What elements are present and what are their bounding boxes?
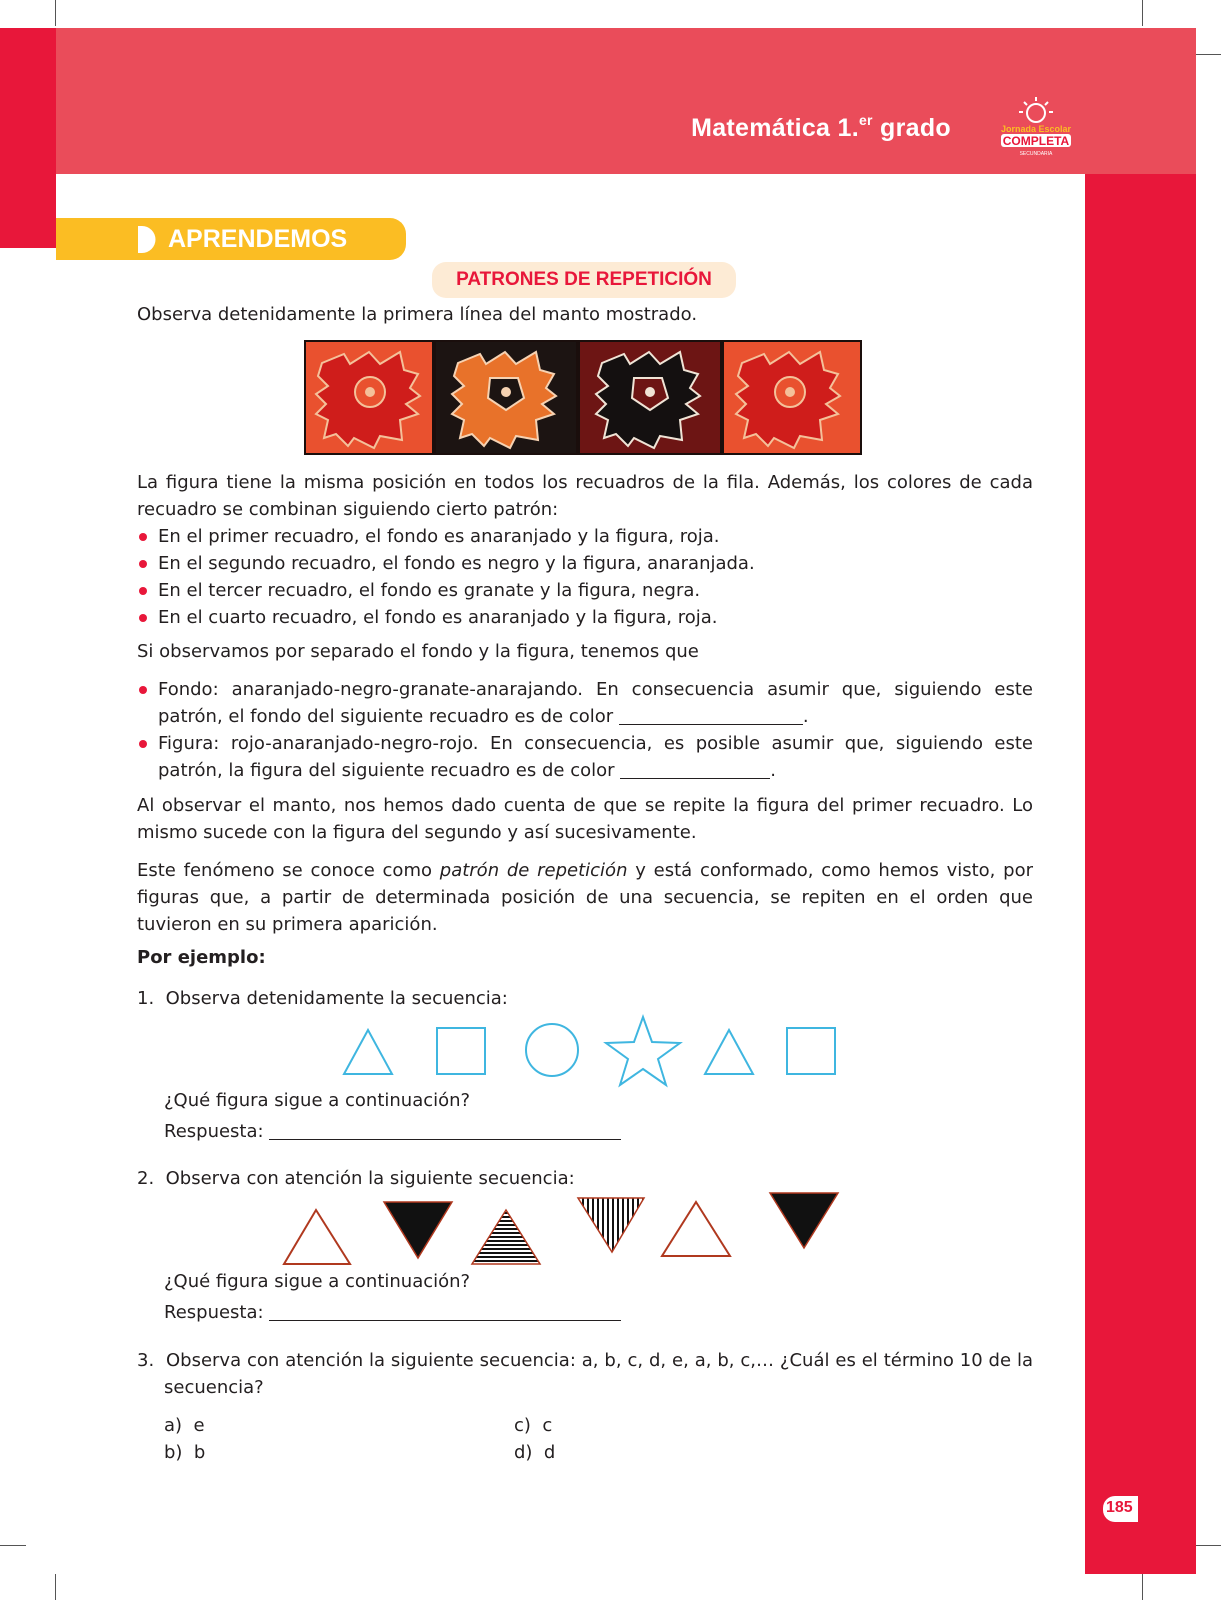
exercise-3-text: 3. Observa con atención la siguiente secuencia: a, b, c, d, e, a, b, c,… ¿Cuál es el término 10 de la secuencia?	[137, 1350, 1033, 1398]
section-subtitle: PATRONES DE REPETICIÓN	[432, 262, 736, 298]
shape-sequence-2	[282, 1188, 842, 1268]
exercise-2-question: ¿Qué figura sigue a continuación?	[164, 1271, 471, 1292]
square-icon	[787, 1028, 835, 1074]
exercise-2-answer: Respuesta:	[164, 1299, 1060, 1326]
jornada-escolar-logo	[996, 96, 1076, 158]
striped-triangle-icon	[472, 1210, 540, 1264]
left-accent-stripe	[0, 28, 56, 248]
crop-mark	[1196, 54, 1221, 55]
triangle-icon	[705, 1030, 753, 1074]
example-heading: Por ejemplo:	[137, 947, 266, 968]
paragraph-3: Al observar el manto, nos hemos dado cuenta de que se repite la figura del primer recuadro. Lo mismo sucede con la figura del segundo y así sucesivamente.	[137, 795, 1033, 843]
color-pattern-list	[137, 523, 1033, 631]
svg-text:Jornada Escolar: Jornada Escolar	[1000, 124, 1072, 134]
exercise-1-answer: Respuesta:	[164, 1118, 1060, 1145]
exercise-1-text: 1. Observa detenidamente la secuencia:	[137, 988, 508, 1009]
manto-image	[304, 340, 862, 455]
circle-icon	[526, 1024, 578, 1076]
crop-mark	[1196, 1545, 1221, 1546]
triangle-outline-icon	[662, 1202, 730, 1256]
svg-text:SECUNDARIA: SECUNDARIA	[1019, 151, 1053, 157]
half-circle-icon	[136, 226, 156, 253]
list-item: En el primer recuadro, el fondo es anaranjado y la figura, roja.	[137, 523, 1033, 550]
crop-mark	[0, 1545, 26, 1546]
exercise-2-text: 2. Observa con atención la siguiente secuencia:	[137, 1168, 575, 1189]
inverted-triangle-icon	[770, 1193, 838, 1248]
section-banner	[56, 218, 406, 260]
blank-line	[620, 761, 770, 779]
exercise-1-question: ¿Qué figura sigue a continuación?	[164, 1090, 471, 1111]
option-a[interactable]: a) e	[164, 1415, 205, 1436]
intro-text: Observa detenidamente la primera línea del manto mostrado.	[137, 304, 698, 325]
list-item: En el cuarto recuadro, el fondo es anaranjado y la figura, roja.	[137, 604, 1033, 631]
star-icon	[606, 1017, 680, 1085]
answer-field[interactable]	[269, 1303, 621, 1321]
paragraph-1: La figura tiene la misma posición en todos los recuadros de la fila. Además, los colores de cada recuadro se combinan siguiendo cierto patrón:	[137, 472, 1033, 520]
paragraph-2: Si observamos por separado el fondo y la figura, tenemos que	[137, 641, 699, 662]
option-b[interactable]: b) b	[164, 1442, 206, 1463]
list-item: En el tercer recuadro, el fondo es granate y la figura, negra.	[137, 577, 1033, 604]
square-icon	[437, 1028, 485, 1074]
crop-mark	[1142, 1574, 1143, 1600]
section-label: APRENDEMOS	[168, 225, 348, 253]
fondo-figura-list	[137, 676, 1033, 784]
triangle-icon	[344, 1030, 392, 1074]
right-accent-bar	[1085, 174, 1196, 1574]
inverted-triangle-icon	[384, 1202, 452, 1258]
header-title: Matemática 1.$^{er}$ grado	[691, 112, 951, 142]
option-c[interactable]: c) c	[514, 1415, 553, 1436]
list-item: Figura: rojo-anaranjado-negro-rojo. En consecuencia, es posible asumir que, siguiendo este patrón, la figura del siguiente recuadro es de color .	[137, 730, 1033, 784]
crop-mark	[55, 0, 56, 26]
crop-mark	[1142, 0, 1143, 26]
triangle-outline-icon	[284, 1210, 350, 1264]
vertical-striped-triangle-icon	[578, 1198, 644, 1252]
answer-field[interactable]	[269, 1122, 621, 1140]
shape-sequence-1	[340, 1012, 840, 1090]
list-item: Fondo: anaranjado-negro-granate-anarajando. En consecuencia asumir que, siguiendo este patrón, el fondo del siguiente recuadro es de color .	[137, 676, 1033, 730]
page-number: 185	[1106, 1499, 1133, 1516]
paragraph-4: Este fenómeno se conoce como patrón de repetición y está conformado, como hemos visto, por figuras que, a partir de determinada posición de una secuencia, se repiten en el orden que tuvieron en su primera aparición.	[137, 860, 1034, 935]
svg-text:COMPLETA: COMPLETA	[1002, 134, 1070, 148]
crop-mark	[55, 1574, 56, 1600]
blank-line	[619, 707, 803, 725]
list-item: En el segundo recuadro, el fondo es negro y la figura, anaranjada.	[137, 550, 1033, 577]
option-d[interactable]: d) d	[514, 1442, 556, 1463]
